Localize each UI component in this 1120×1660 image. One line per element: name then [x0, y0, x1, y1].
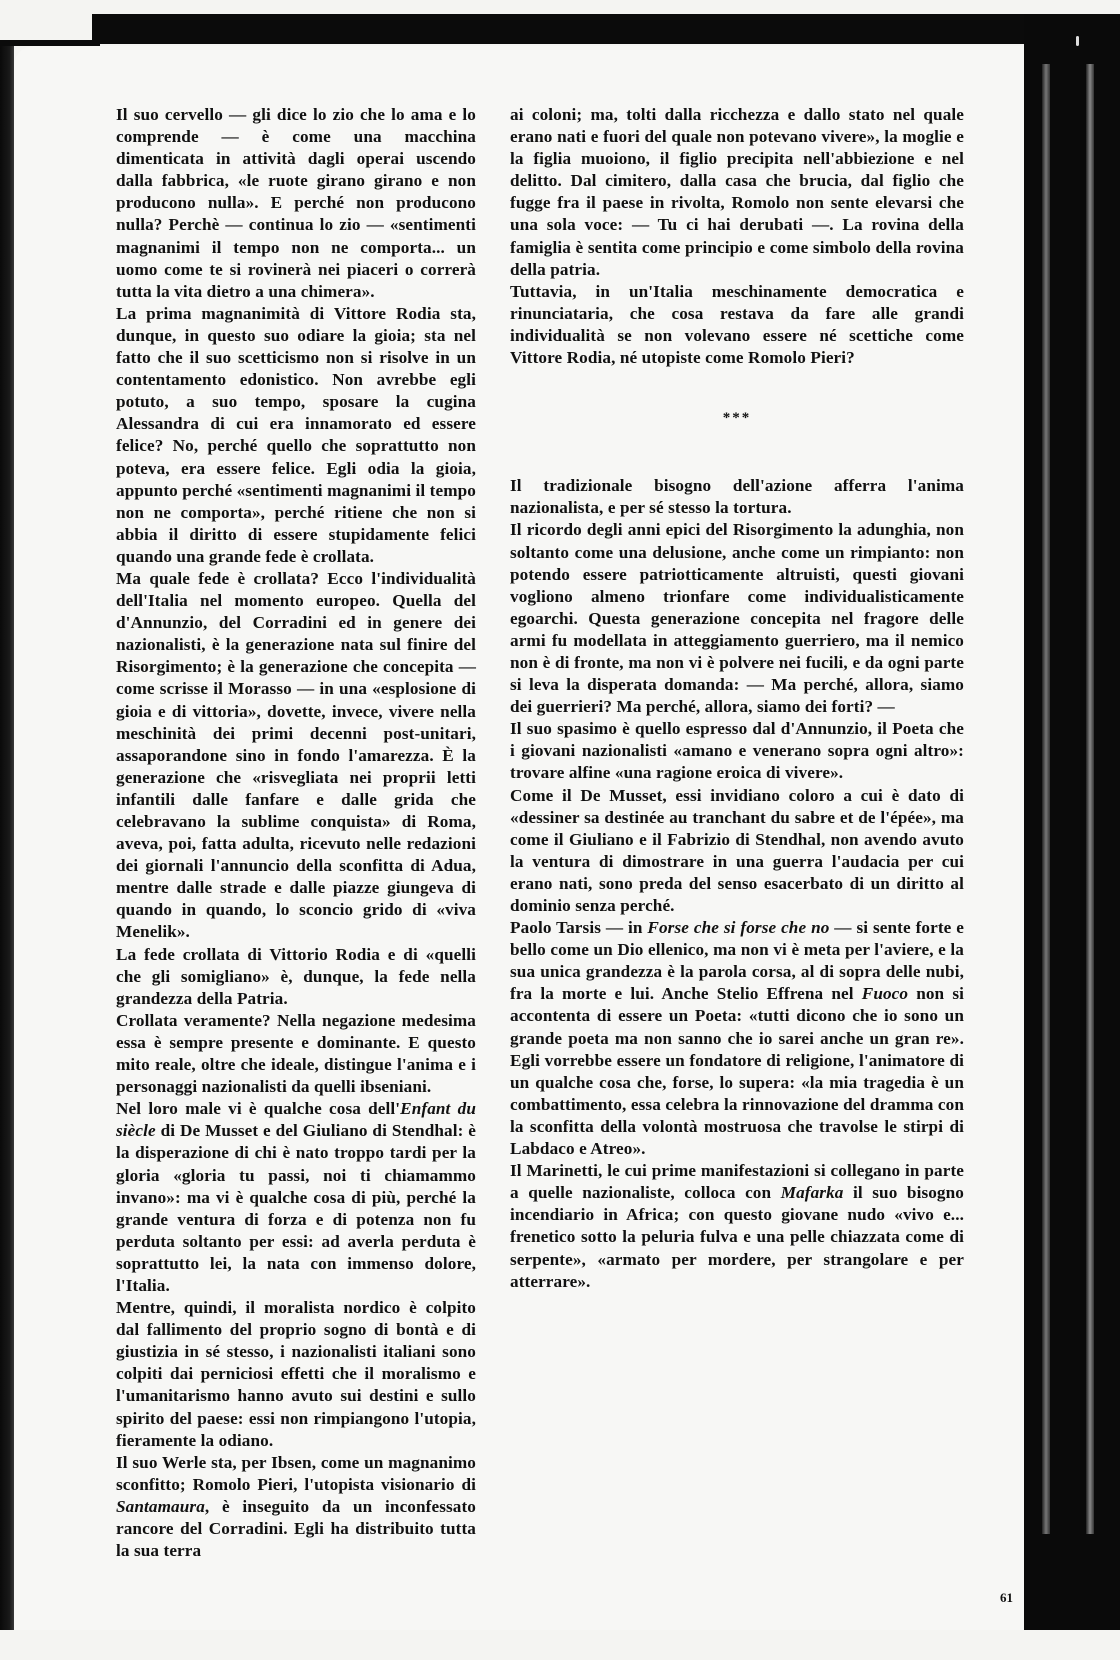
paragraph: Tuttavia, in un'Italia meschinamente democratica e rinunciataria, che cosa restava da fare alle grandi individualità se non volevano essere né scettiche come Vittore Rodia, né utopiste come Romolo Pieri? — [510, 281, 964, 368]
paragraph: Paolo Tarsis — in Forse che si forse che no — si sente forte e bello come un Dio ellenico, ma non vi è meta per l'aviere, e la sua unica grandezza è la parola corsa, al di sopra delle nubi, fra la morte e lui. Anche Stelio Effrena nel Fuoco non si accontenta di essere un Poeta: «tutti dicono che io sono un grande poeta ma non sanno che io sarei anche un gran re». Egli vorrebbe essere un fondatore di religione, l'animatore di un qualche cosa che, forse, lo supera: «la mia tragedia è un combattimento, essa celebra la rinnovazione del dramma con la sconfitta della volontà mostruosa che travolse le stirpi di Labdaco e Atreo». — [510, 918, 964, 1159]
scan-right-border — [1024, 14, 1120, 1660]
paragraph: Crollata veramente? Nella negazione medesima essa è sempre presente e dominante. E questo mito reale, oltre che ideale, distingue l'anima e i personaggi nazionalisti da quelli ibseniani. — [116, 1010, 476, 1097]
scan-top-border — [92, 14, 1024, 44]
paragraph: Nel loro male vi è qualche cosa dell'Enfant du siècle di De Musset e del Giuliano di Stendhal: è la disperazione di chi è nato troppo tardi per la gloria «gloria tu passi, noi ti chiamammo invano»: ma vi è qualche cosa di più, perché la grande ventura di forza e di potenza non fu perduta soltanto per essi: ad averla perduta è soprattutto lei, la nata con immenso dolore, l'Italia. — [116, 1099, 476, 1295]
section-divider-asterisks: *** — [722, 410, 752, 427]
left-text-column — [116, 104, 476, 1562]
scan-bottom-margin — [0, 1630, 1120, 1660]
paragraph: Ma quale fede è crollata? Ecco l'individualità dell'Italia nel momento europeo. Quella del d'Annunzio, del Corradini ed in genere dei nazionalisti, è la generazione nata sul finire del Risorgimento; è la generazione che concepita — come scrisse il Morasso — in una «esplosione di gioia e di vittoria», dovette, invece, vivere nella meschinità dei primi decenni post-unitari, assaporandone sino in fondo l'amarezza. È la generazione che «risvegliata nei proprii letti infantili dalle fanfare e dalle grida che celebravano la sublime conquista» di Roma, aveva, poi, fatta adulta, ricevuto nelle redazioni dei giornali l'annuncio della sconfitta di Adua, mentre dalle strade e dalle piazze giungeva di quando in quando, lo sconcio grido di «viva Menelik». — [116, 568, 476, 942]
paragraph: Il suo cervello — gli dice lo zio che lo ama e lo comprende — è come una macchina dimenticata in attività dagli operai uscendo dalla fabbrica, «le ruote girano girano e non producono nulla». E perché non producono nulla? Perchè — continua lo zio — «sentimenti magnanimi il tempo non ne comporta... un uomo come te si rovinerà nei piaceri o correrà tutta la vita dietro a una chimera». — [116, 105, 476, 301]
binding-stripe — [1086, 64, 1094, 1534]
binding-stripe — [1042, 64, 1050, 1534]
paragraph: Come il De Musset, essi invidiano coloro a cui è dato di «dessiner sa destinée au tranchant du sabre et de l'épée», ma come il Giuliano e il Fabrizio di Stendhal, non avendo avuto la ventura di dimostrare in una guerra l'audacia per cui erano nati, sono preda del senso esacerbato di un diritto al dominio senza perché. — [510, 785, 964, 915]
paragraph: Il tradizionale bisogno dell'azione afferra l'anima nazionalista, e per sé stesso la tortura. — [510, 476, 964, 518]
paragraph: Il suo spasimo è quello espresso dal d'Annunzio, il Poeta che i giovani nazionalisti «amano e venerano sopra ogni altro»: trovare alfine «una ragione eroica di vivere». — [510, 719, 964, 783]
paragraph: Il Marinetti, le cui prime manifestazioni si collegano in parte a quelle nazionaliste, colloca con Mafarka il suo bisogno incendiario in Africa; con questo giovane nudo «vivo e... frenetico sotto la peluria fulva e una pelle chiazzata come di serpente», «armato per mordere, per strangolare e per atterrare». — [510, 1161, 964, 1291]
right-text-column — [510, 104, 964, 1293]
scan-left-border — [0, 40, 14, 1660]
paragraph: ai coloni; ma, tolti dalla ricchezza e dallo stato nel quale erano nati e fuori del quale non potevano vivere», la moglie e la figlia muoiono, il figlio precipita nell'abbiezione e nel delitto. Dal cimitero, dalla casa che brucia, dal figlio che fugge fra il paese in rivolta, Romolo non sente elevarsi che una sola voce: — Tu ci hai derubati —. La rovina della famiglia è sentita come principio e come simbolo della rovina della patria. — [510, 105, 964, 279]
paragraph: La prima magnanimità di Vittore Rodia sta, dunque, in questo suo odiare la gioia; sta nel fatto che il suo scetticismo non si risolve in un contentamento edonistico. Non avrebbe egli potuto, a suo tempo, sposare la cugina Alessandra di cui era innamorato ed essere felice? No, perché quello che soprattutto non poteva, era essere felice. Egli odia la gioia, appunto perché «sentimenti magnanimi il tempo non ne comporta», perché ritiene che non si abbia il diritto di essere stupidamente felici quando una grande fede è crollata. — [116, 303, 476, 566]
page-number: 61 — [1000, 1590, 1013, 1605]
paragraph: Mentre, quindi, il moralista nordico è colpito dal fallimento del proprio sogno di bontà e di giustizia in sé stesso, i nazionalisti italiani sono colpiti dai perniciosi effetti che il moralismo e l'umanitarismo hanno avuto sui destini e sullo spirito del paese: essi non rimpiangono l'utopia, fieramente la odiano. — [116, 1298, 476, 1450]
binding-mark — [1076, 36, 1079, 46]
paragraph: La fede crollata di Vittorio Rodia e di «quelli che gli somigliano» è, dunque, la fede nella grandezza della Patria. — [116, 944, 476, 1008]
paragraph: Il ricordo degli anni epici del Risorgimento la adunghia, non soltanto come una delusione, anche come un rimpianto: non potendo essere patriotticamente altruisti, questi giovani vogliono almeno trionfare come individualisticamente egoarchi. Questa generazione concepita nel fragore delle armi fu modellata in atteggiamento guerriero, ma il nemico non è di fronte, ma non vi è polvere nei fucili, e da ogni parte si leva la disperata domanda: — Ma perché, allora, siamo dei guerrieri? Ma perché, allora, siamo dei forti? — — [510, 520, 964, 717]
paragraph: Il suo Werle sta, per Ibsen, come un magnanimo sconfitto; Romolo Pieri, l'utopista visionario di Santamaura, è inseguito da un inconfessato rancore del Corradini. Egli ha distribuito tutta la sua terra — [116, 1452, 476, 1561]
